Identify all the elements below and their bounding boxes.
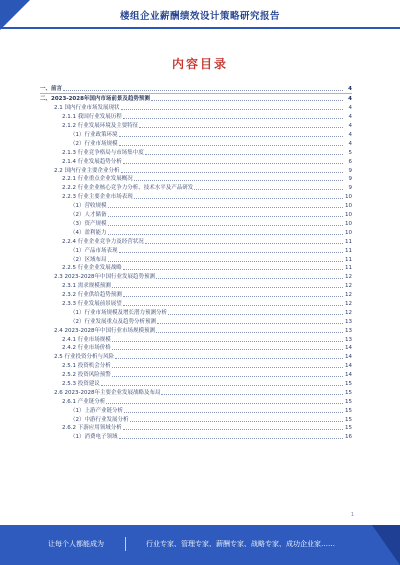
- toc-entry-page: 15: [345, 398, 352, 405]
- toc-entry-title: （1）上游产业链分析: [70, 407, 123, 414]
- toc-entry[interactable]: [40, 290, 352, 299]
- toc-entry-page: 10: [345, 194, 352, 201]
- toc-entry[interactable]: [40, 272, 352, 281]
- toc-entry-page: 14: [345, 372, 352, 379]
- toc-entry-page: 11: [345, 238, 352, 245]
- toc-entry-title: （1）营收规模: [70, 203, 107, 210]
- toc-entry-title: 2.4.1 行业市场规模: [62, 336, 111, 343]
- header-banner: [0, 0, 400, 30]
- toc-entry-page: 15: [345, 407, 352, 414]
- toc-entry-page: 15: [345, 425, 352, 432]
- toc-entry-title: 2.3.1 需求规模预测: [62, 283, 111, 290]
- toc-entry-title: 2.1.1 我国行业发展历程: [62, 114, 122, 121]
- toc-entry-page: 4: [348, 140, 352, 147]
- toc-leader-dots: [156, 278, 343, 279]
- toc-separator: [40, 93, 352, 94]
- footer-divider: [125, 537, 126, 551]
- toc-leader-dots: [168, 314, 343, 315]
- toc-entry-title: （1）行业政策环境: [70, 132, 118, 139]
- toc-entry-title: 2.4 2023-2028年中国行业市场规模预测: [54, 327, 155, 334]
- toc-entry[interactable]: [40, 281, 352, 290]
- toc-leader-dots: [119, 136, 344, 137]
- toc-leader-dots: [161, 394, 343, 395]
- toc-entry[interactable]: [40, 183, 352, 192]
- toc-leader-dots: [123, 305, 343, 306]
- toc-entry-page: 9: [348, 185, 352, 192]
- toc-leader-dots: [63, 90, 343, 91]
- toc-entry-page: 13: [345, 327, 352, 334]
- toc-leader-dots: [108, 225, 344, 226]
- toc-entry-title: 2.1.3 行业竞争格局与市场集中度: [62, 149, 144, 156]
- toc-leader-dots: [108, 234, 344, 235]
- footer-banner: [0, 525, 400, 565]
- toc-entry[interactable]: [40, 139, 352, 148]
- toc-leader-dots: [115, 358, 343, 359]
- toc-entry-title: （2）人才储备: [70, 212, 107, 219]
- toc-entry-page: 12: [345, 309, 352, 316]
- toc-entry[interactable]: [40, 432, 352, 441]
- toc-entry-page: 12: [345, 292, 352, 299]
- toc-entry-title: 一、前言: [40, 85, 63, 92]
- toc-entry-page: 9: [348, 176, 352, 183]
- toc-leader-dots: [112, 376, 343, 377]
- toc-entry[interactable]: [40, 415, 352, 424]
- toc-entry-title: 2.3.3 行业发展前景展望: [62, 300, 122, 307]
- toc-leader-dots: [112, 341, 343, 342]
- footer-corner-decoration: [372, 525, 400, 565]
- footer-slogan: 让每个人都能成为: [48, 540, 104, 548]
- toc-entry-title: （3）资产规模: [70, 220, 107, 227]
- toc-entry[interactable]: [40, 326, 352, 335]
- toc-entry[interactable]: [40, 112, 352, 121]
- toc-leader-dots: [123, 429, 343, 430]
- toc-entry-page: 4: [348, 96, 352, 103]
- toc-entry-page: 11: [345, 256, 352, 263]
- toc-entry-page: 5: [348, 149, 352, 156]
- toc-entry-title: 2.5.1 投资机会分析: [62, 363, 111, 370]
- toc-entry[interactable]: [40, 175, 352, 184]
- toc-entry[interactable]: [40, 210, 352, 219]
- toc-leader-dots: [124, 412, 343, 413]
- toc-entry-title: 2.1 国内行业市场发展现状: [54, 105, 120, 112]
- toc-leader-dots: [112, 349, 343, 350]
- toc-entry-title: 2.6.1 产业链分析: [62, 398, 106, 405]
- toc-entry-title: （1）消费电子领域: [70, 434, 118, 441]
- toc-leader-dots: [151, 100, 343, 101]
- toc-entry-title: 2.2 国内行业主要企业分析: [54, 167, 120, 174]
- toc-entry[interactable]: [40, 388, 352, 397]
- toc-entry[interactable]: [40, 84, 352, 93]
- footer-tagline: 行业专家、管理专家、薪酬专家、战略专家、成功企业家……: [146, 540, 335, 548]
- toc-entry[interactable]: [40, 317, 352, 326]
- toc-leader-dots: [121, 172, 344, 173]
- toc-entry-title: 2.2.2 行业企业核心竞争力分析、技术水平及产品研发: [62, 185, 194, 192]
- toc-leader-dots: [101, 385, 343, 386]
- toc-entry[interactable]: [40, 406, 352, 415]
- page-number: 1: [350, 512, 354, 518]
- toc-leader-dots: [119, 252, 344, 253]
- toc-entry-title: 2.1.4 行业发展趋势分析: [62, 158, 122, 165]
- toc-entry-title: 2.5.2 投资风险预警: [62, 372, 111, 379]
- report-title: 楼组企业薪酬绩效设计策略研究报告: [119, 11, 280, 22]
- toc-entry[interactable]: [40, 95, 352, 104]
- toc-entry[interactable]: [40, 219, 352, 228]
- toc-entry[interactable]: [40, 397, 352, 406]
- toc-entry-title: 二、2023-2028年国内市场前景及趋势预测: [40, 96, 150, 103]
- toc-entry-page: 14: [345, 345, 352, 352]
- toc-entry-page: 4: [348, 105, 352, 112]
- toc-entry[interactable]: [40, 255, 352, 264]
- toc-entry[interactable]: [40, 103, 352, 112]
- toc-leader-dots: [108, 207, 344, 208]
- toc-entry-title: （1）产品市场表现: [70, 247, 118, 254]
- toc-leader-dots: [145, 243, 343, 244]
- toc-leader-dots: [119, 438, 344, 439]
- toc-entry-page: 12: [345, 274, 352, 281]
- toc-entry-title: （2）区域布局: [70, 256, 107, 263]
- toc-entry-page: 15: [345, 380, 352, 387]
- toc-leader-dots: [139, 127, 343, 128]
- toc-entry[interactable]: [40, 148, 352, 157]
- toc-entry-title: 2.2.5 行业企业发展战略: [62, 265, 122, 272]
- toc-entry[interactable]: [40, 264, 352, 273]
- toc-entry[interactable]: [40, 166, 352, 175]
- toc-leader-dots: [157, 323, 343, 324]
- toc-entry[interactable]: [40, 344, 352, 353]
- toc-entry[interactable]: [40, 370, 352, 379]
- toc-entry-title: 2.2.3 行业主要企业市场表现: [62, 194, 133, 201]
- toc-entry-page: 13: [345, 318, 352, 325]
- toc-entry-page: 15: [345, 416, 352, 423]
- toc-entry[interactable]: [40, 157, 352, 166]
- toc-entry-title: 2.3.2 行业供给趋势预测: [62, 292, 122, 299]
- toc-entry[interactable]: [40, 201, 352, 210]
- toc-entry[interactable]: [40, 379, 352, 388]
- toc-entry[interactable]: [40, 335, 352, 344]
- toc-entry-page: 11: [345, 265, 352, 272]
- toc-entry-title: 2.4.2 行业市场价格: [62, 345, 111, 352]
- toc-entry[interactable]: [40, 228, 352, 237]
- toc-entry-page: 13: [345, 336, 352, 343]
- toc-entry-page: 12: [345, 283, 352, 290]
- toc-entry-page: 4: [348, 123, 352, 130]
- toc-entry-title: （2）行业发展重点及趋势分析预测: [70, 318, 157, 325]
- toc-entry-page: 11: [345, 247, 352, 254]
- toc-entry[interactable]: [40, 237, 352, 246]
- toc-leader-dots: [134, 180, 343, 181]
- toc-leader-dots: [134, 198, 343, 199]
- toc-leader-dots: [123, 118, 343, 119]
- header-rule: [0, 27, 400, 29]
- toc-leader-dots: [145, 154, 343, 155]
- toc-entry-title: 2.5 行业投资分析与风险: [54, 354, 114, 361]
- toc-entry-page: 10: [345, 212, 352, 219]
- toc-entry-title: （4）盈利能力: [70, 229, 107, 236]
- toc-entry-title: 2.2.1 行业重点企业发展概况: [62, 176, 133, 183]
- toc-entry[interactable]: [40, 299, 352, 308]
- toc-entry-page: 14: [345, 363, 352, 370]
- toc-leader-dots: [194, 189, 343, 190]
- toc-entry-title: （1）行业市场规模及增长潜力预测分析: [70, 309, 168, 316]
- toc-entry-title: 2.1.2 行业发展环境及主要特征: [62, 123, 139, 130]
- toc-leader-dots: [108, 216, 344, 217]
- toc-heading: 内容目录: [171, 57, 228, 71]
- toc-entry-page: 10: [345, 220, 352, 227]
- toc-leader-dots: [123, 269, 343, 270]
- toc-entry[interactable]: [40, 308, 352, 317]
- toc-entry-title: 2.6 2023-2028年主要企业发展战略及布局: [54, 389, 161, 396]
- toc-leader-dots: [130, 421, 343, 422]
- toc-entry-page: 10: [345, 203, 352, 210]
- toc-leader-dots: [123, 296, 343, 297]
- toc-entry-title: 2.2.4 行业企业竞争力及经营状况: [62, 238, 144, 245]
- toc-entry-page: 15: [345, 389, 352, 396]
- toc-entry-title: （2）行业市场规模: [70, 140, 118, 147]
- toc-entry[interactable]: [40, 246, 352, 255]
- toc-entry[interactable]: [40, 121, 352, 130]
- toc-entry-page: 4: [348, 85, 352, 92]
- toc-entry-page: 12: [345, 300, 352, 307]
- toc-entry-title: 2.6.2 下游应用领域分析: [62, 425, 122, 432]
- toc-entry[interactable]: [40, 352, 352, 361]
- toc-entry-page: 4: [348, 132, 352, 139]
- toc-leader-dots: [156, 332, 343, 333]
- toc-leader-dots: [121, 109, 344, 110]
- toc-entry-page: 10: [345, 229, 352, 236]
- toc-leader-dots: [119, 145, 344, 146]
- toc-entry[interactable]: [40, 130, 352, 139]
- table-of-contents: [40, 84, 352, 441]
- toc-entry[interactable]: [40, 424, 352, 433]
- toc-entry-title: 2.3 2023-2028年中国行业发展趋势预测: [54, 274, 155, 281]
- toc-entry-page: 14: [345, 354, 352, 361]
- toc-leader-dots: [123, 163, 343, 164]
- toc-entry-page: 6: [348, 158, 352, 165]
- toc-entry-title: 2.5.3 投资建议: [62, 380, 100, 387]
- toc-entry-page: 16: [345, 434, 352, 441]
- toc-entry[interactable]: [40, 361, 352, 370]
- toc-leader-dots: [112, 367, 343, 368]
- toc-entry-page: 4: [348, 114, 352, 121]
- toc-entry[interactable]: [40, 192, 352, 201]
- toc-leader-dots: [108, 261, 344, 262]
- toc-leader-dots: [112, 287, 343, 288]
- toc-entry-page: 9: [348, 167, 352, 174]
- toc-leader-dots: [106, 403, 343, 404]
- toc-entry-title: （2）中游行业发展分析: [70, 416, 129, 423]
